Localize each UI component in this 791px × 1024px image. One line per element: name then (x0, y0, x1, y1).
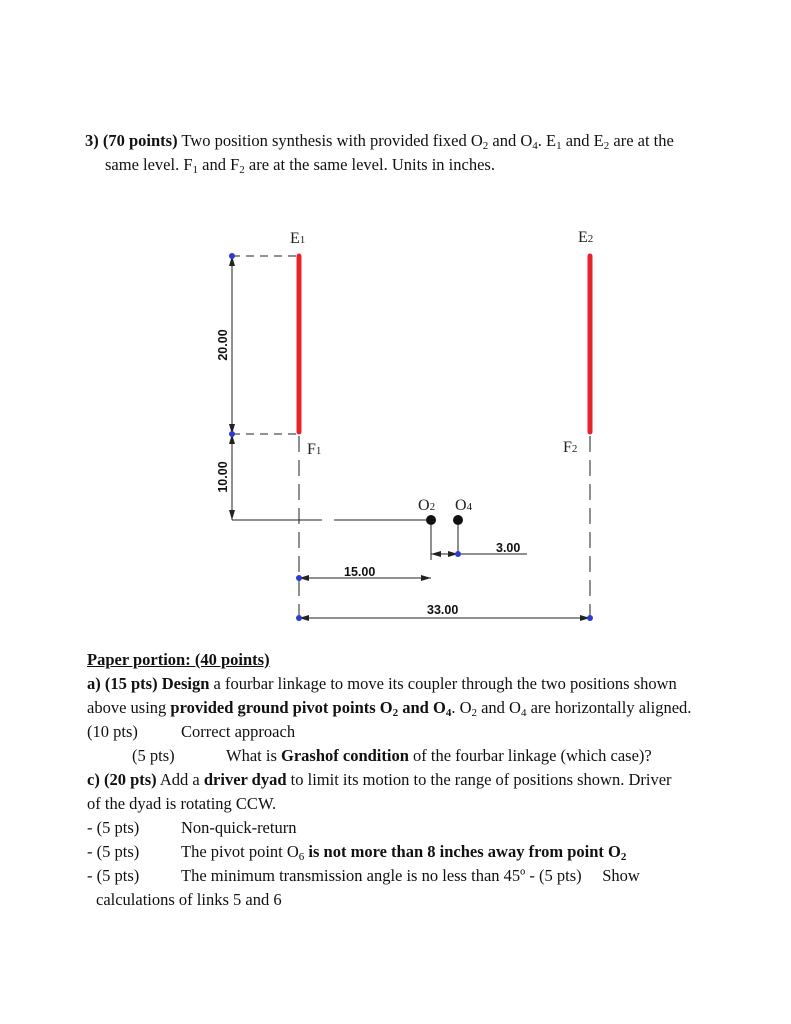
problem-sub-1b: 1 (192, 164, 199, 176)
bullet-2 (87, 840, 767, 864)
part-c-text1: Add a (159, 770, 200, 789)
rubric-1-pts: (10 pts) (87, 722, 138, 741)
point-33-right (587, 615, 593, 621)
paper-heading-line (87, 648, 767, 672)
problem-text-b: . E (537, 131, 557, 150)
rubric-2-bold: Grashof condition (281, 746, 409, 765)
part-c-text2: to limit its motion to the range of positions shown. Driver (290, 770, 672, 789)
label-e2: E2 (578, 229, 594, 246)
part-a-text2d: are horizontally aligned. (530, 698, 692, 717)
rubric-row-2 (87, 744, 767, 768)
bullet-3 (87, 864, 767, 888)
problem-number: 3) (85, 131, 99, 150)
problem-sub-2c: 2 (239, 164, 245, 176)
problem-line2-b: are at the same level. Units in inches. (248, 155, 495, 174)
pivot-o2 (426, 515, 436, 525)
rubric-2-text-b: of the fourbar linkage (which case)? (413, 746, 652, 765)
part-a-design: Design (161, 674, 210, 693)
label-e1: E1 (290, 230, 306, 247)
paper-portion (87, 648, 767, 912)
problem-and-e: and E (565, 131, 604, 150)
part-c-line-2 (87, 792, 767, 816)
part-c-label: c) (20 pts) (87, 770, 157, 789)
label-o2: O2 (418, 497, 436, 514)
dim-15-label: 15.00 (344, 565, 376, 579)
bullet-2-sub6: 6 (298, 851, 305, 863)
problem-sub-2: 2 (482, 140, 489, 152)
problem-sub-4: 4 (532, 140, 538, 152)
part-a-text2b: . O (451, 698, 472, 717)
part-a-text1: a fourbar linkage to move its coupler through the two positions shown (213, 674, 677, 693)
rubric-2-text-a: What is (226, 746, 277, 765)
part-c-line2-text: of the dyad is rotating CCW. (87, 794, 277, 813)
dim-3-label: 3.00 (496, 541, 521, 555)
rubric-row-1 (87, 720, 767, 744)
rubric-1-text: Correct approach (181, 722, 296, 741)
part-a-sub2: 2 (471, 707, 477, 719)
point-15-left (296, 575, 302, 581)
part-a-sub4: 4 (520, 707, 527, 719)
rubric-2-pts: (5 pts) (132, 746, 175, 765)
label-o4: O4 (455, 497, 473, 514)
problem-points: (70 points) (102, 131, 178, 150)
bullet-2-pts: - (5 pts) (87, 842, 140, 861)
problem-line2-a: same level. F (105, 155, 193, 174)
bullet-3-pts: - (5 pts) (87, 866, 140, 885)
point-f1-dim (229, 431, 235, 437)
dim-10-label: 10.00 (216, 461, 230, 493)
paper-heading: Paper portion: (40 points) (87, 650, 270, 669)
part-a-bold: provided ground pivot points $O_2$ and $O_4$ (170, 698, 452, 719)
part-c-line-1 (87, 768, 767, 792)
arrow-3-left (431, 551, 441, 557)
bullet-1-text: Non-quick-return (181, 818, 297, 837)
bullet-2-bold: is not more than 8 inches away from point $O_2$ (308, 842, 627, 863)
problem-and: and O (492, 131, 533, 150)
bullet-3-line-2 (87, 888, 767, 912)
bullet-3-text: The minimum transmission angle is no less than 45º - (5 pts) (181, 866, 582, 885)
bullet-1-pts: - (5 pts) (87, 818, 140, 837)
problem-sub-1: 1 (556, 140, 562, 152)
bullet-3-line2-text: calculations of links 5 and 6 (96, 890, 282, 909)
bullet-2-text-a: The pivot point O (181, 842, 299, 861)
part-a-label: a) (15 pts) (87, 674, 158, 693)
dim-20-label: 20.00 (216, 329, 230, 361)
arrow-15-right (421, 575, 431, 581)
part-c-bold: driver dyad (203, 770, 287, 789)
problem-text-c: are at the (613, 131, 674, 150)
label-f1: F1 (307, 441, 322, 458)
part-a-line-1 (87, 672, 767, 696)
bullet-3-show: Show (602, 866, 640, 885)
problem-sub-2b: 2 (603, 140, 610, 152)
pivot-o4 (453, 515, 463, 525)
problem-text-a: Two position synthesis with provided fixed O (181, 131, 483, 150)
part-a-text2a: above using (87, 698, 167, 717)
problem-and-f: and F (202, 155, 240, 174)
bullet-1 (87, 816, 767, 840)
dim-33-label: 33.00 (427, 603, 459, 617)
point-3-right (455, 551, 461, 557)
part-a-text2c: and O (481, 698, 521, 717)
point-e1-dim (229, 253, 235, 259)
label-f2: F2 (563, 439, 578, 456)
part-a-line-2 (87, 696, 767, 720)
point-33-left (296, 615, 302, 621)
arrow-10-bottom (229, 510, 235, 520)
